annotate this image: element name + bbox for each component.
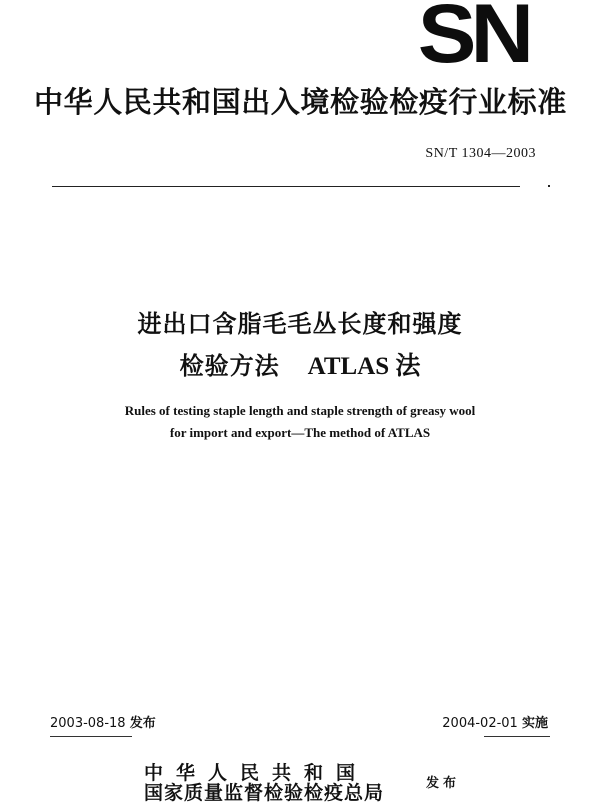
- issue-date-suffix: 发布: [129, 716, 156, 731]
- header-divider: [52, 186, 520, 187]
- title-chinese-line-2: [0, 346, 600, 382]
- title-chinese-line-1: 进出口含脂毛毛丛长度和强度: [137, 310, 463, 338]
- issue-date-underline: [50, 736, 132, 737]
- issue-date: [50, 712, 156, 731]
- implementation-date-suffix: 实施: [521, 716, 548, 731]
- issue-date-value: 2003-08-18: [50, 716, 126, 731]
- implementation-date-underline: [484, 736, 550, 737]
- sn-logo: SN: [417, 0, 528, 80]
- issuer-country: 中华人民共和国: [144, 762, 369, 784]
- issuer-agency: 国家质量监督检验检疫总局: [144, 782, 385, 804]
- title-english-line-2: for import and export—The method of ATLAS: [169, 425, 431, 440]
- implementation-date: [442, 712, 548, 731]
- header-divider-dot: [548, 185, 550, 187]
- title-chinese-method: 检验方法: [179, 352, 280, 380]
- title-english-line-1: Rules of testing staple length and staple strength of greasy wool: [124, 403, 476, 418]
- title-chinese-atlas: ATLAS 法: [307, 353, 421, 380]
- issuer-publish-label: 发布: [426, 776, 461, 791]
- issuing-agency-title: 中华人民共和国出入境检验检疫行业标准: [34, 85, 567, 119]
- standard-code: SN/T 1304—2003: [425, 146, 536, 161]
- implementation-date-value: 2004-02-01: [442, 716, 518, 731]
